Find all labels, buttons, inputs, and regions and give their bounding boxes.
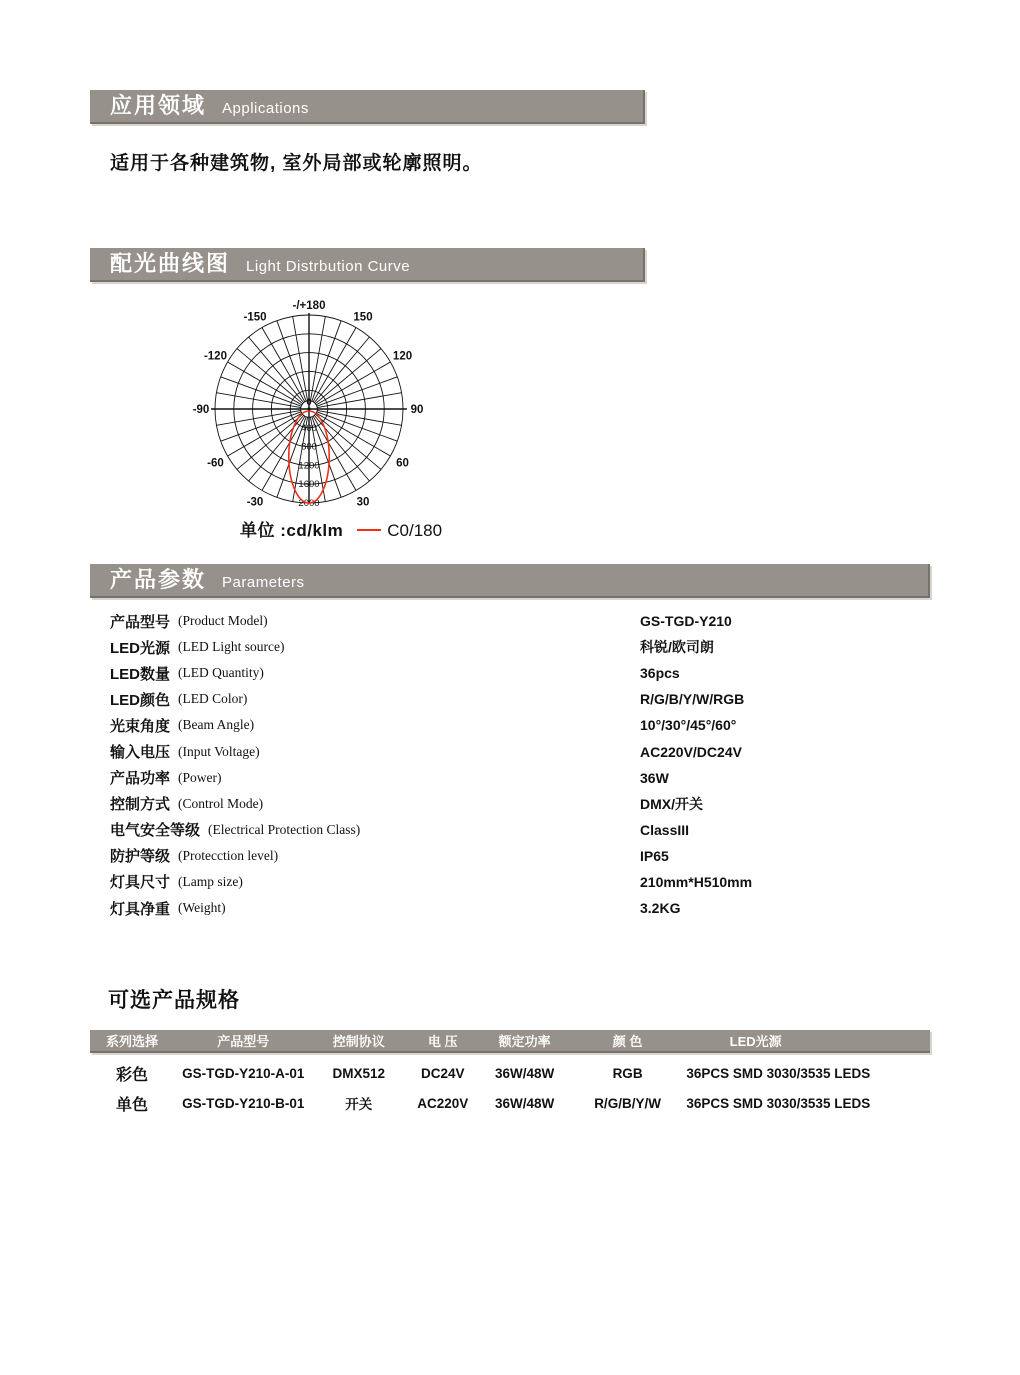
parameter-row xyxy=(110,791,940,817)
parameter-value: 科锐/欧司朗 xyxy=(640,639,714,656)
parameter-label-zh: LED数量 xyxy=(110,665,171,683)
parameter-label-en: (Product Model) xyxy=(178,613,268,629)
column-header-led-source: LED光源 xyxy=(729,1034,782,1049)
section-title-en: Parameters xyxy=(222,574,305,591)
parameter-label-zh: 电气安全等级 xyxy=(110,822,201,840)
parameter-label-en: (Beam Angle) xyxy=(178,717,255,733)
column-header-protocol: 控制协议 xyxy=(332,1034,385,1049)
cell-color: R/G/B/Y/W xyxy=(594,1095,661,1111)
parameter-row xyxy=(110,869,940,895)
parameter-label-zh: 光束角度 xyxy=(110,717,171,735)
table-row xyxy=(90,1088,930,1118)
parameter-label-zh: 灯具净重 xyxy=(110,900,171,918)
parameter-value: 210mm*H510mm xyxy=(640,873,753,890)
parameter-row xyxy=(110,765,940,791)
cell-voltage: DC24V xyxy=(421,1065,465,1081)
angle-label: 90 xyxy=(410,404,424,416)
angle-label: 120 xyxy=(392,350,413,363)
angle-label: 30 xyxy=(356,496,370,509)
angle-label: -150 xyxy=(243,311,267,324)
parameter-label-en: (Control Mode) xyxy=(178,795,264,811)
parameter-label-zh: 输入电压 xyxy=(110,744,171,762)
parameter-value: 3.2KG xyxy=(640,900,681,917)
section-title-en: Light Distrbution Curve xyxy=(246,258,411,275)
parameter-label-en: (Protecction level) xyxy=(178,847,279,863)
chart-legend xyxy=(240,516,443,540)
legend-series-label: C0/180 xyxy=(387,521,443,540)
parameter-value: R/G/B/Y/W/RGB xyxy=(640,691,745,708)
angle-label: -90 xyxy=(192,404,210,416)
parameter-row xyxy=(110,712,940,738)
section-title-zh: 配光曲线图 xyxy=(110,251,231,276)
parameter-label-en: (Lamp size) xyxy=(178,873,243,889)
parameter-value: GS-TGD-Y210 xyxy=(640,613,732,630)
section-header-applications xyxy=(90,90,645,124)
cell-model: GS-TGD-Y210-A-01 xyxy=(182,1065,305,1081)
angle-label: -60 xyxy=(207,457,224,470)
parameter-value: AC220V/DC24V xyxy=(640,743,742,760)
cell-protocol: DMX512 xyxy=(332,1065,386,1081)
parameter-label-en: (LED Color) xyxy=(178,691,248,707)
parameter-label-zh: LED光源 xyxy=(110,639,171,657)
section-header-light-curve xyxy=(90,248,645,282)
cell-rated-power: 36W/48W xyxy=(495,1065,555,1081)
table-row xyxy=(90,1058,930,1088)
cell-voltage: AC220V xyxy=(417,1095,469,1111)
parameter-label-zh: 产品型号 xyxy=(110,613,171,631)
legend-red-line-swatch xyxy=(357,529,381,531)
column-header-color: 颜 色 xyxy=(612,1034,643,1049)
polar-axes xyxy=(211,313,407,503)
section-title-en: Applications xyxy=(222,100,309,117)
parameter-row xyxy=(110,608,940,634)
section-title-zh: 应用领域 xyxy=(110,93,207,118)
parameter-label-zh: 产品功率 xyxy=(110,770,171,788)
angle-label: 60 xyxy=(396,457,409,470)
ring-value-label: 2000 xyxy=(298,498,320,509)
parameter-value: IP65 xyxy=(640,847,669,864)
cell-led-source: 36PCS SMD 3030/3535 LEDS xyxy=(686,1095,871,1111)
options-table-body xyxy=(90,1058,930,1118)
center-zero-label: 0 xyxy=(306,397,312,408)
angle-label-180: -/+180 xyxy=(292,300,326,312)
parameter-value: 36W xyxy=(640,769,669,786)
parameter-row xyxy=(110,634,940,660)
angle-label: 150 xyxy=(353,311,373,324)
column-header-series: 系列选择 xyxy=(105,1034,158,1049)
angle-label: -120 xyxy=(203,350,227,363)
parameter-label-en: (Input Voltage) xyxy=(178,743,260,759)
cell-protocol: 开关 xyxy=(345,1097,373,1112)
parameter-label-zh: LED颜色 xyxy=(110,691,171,709)
parameter-label-en: (Power) xyxy=(178,769,222,785)
parameter-row xyxy=(110,817,940,843)
section-header-parameters xyxy=(90,564,930,598)
parameter-label-en: (LED Light source) xyxy=(178,639,285,655)
parameter-row xyxy=(110,738,940,764)
column-header-model: 产品型号 xyxy=(217,1034,270,1049)
applications-description: 适用于各种建筑物, 室外局部或轮廓照明。 xyxy=(110,153,483,174)
cell-led-source: 36PCS SMD 3030/3535 LEDS xyxy=(686,1065,871,1081)
parameter-value: 10°/30°/45°/60° xyxy=(640,717,737,734)
ring-value-label: 1200 xyxy=(298,460,320,472)
parameter-label-zh: 灯具尺寸 xyxy=(110,874,171,892)
parameter-label-zh: 防护等级 xyxy=(110,848,171,866)
parameter-row xyxy=(110,895,940,921)
parameter-row xyxy=(110,843,940,869)
parameter-value: DMX/开关 xyxy=(640,795,703,812)
options-section-title: 可选产品规格 xyxy=(108,989,240,1012)
parameter-label-en: (Weight) xyxy=(178,900,226,916)
section-title-zh: 产品参数 xyxy=(110,567,207,592)
options-table-header xyxy=(90,1030,930,1053)
parameter-value: 36pcs xyxy=(640,665,680,682)
chart-labels xyxy=(193,300,424,509)
cell-series: 单色 xyxy=(115,1096,148,1114)
angle-label: -30 xyxy=(246,496,264,509)
ring-value-label: 800 xyxy=(301,441,317,453)
parameters-list xyxy=(110,608,940,921)
cell-series: 彩色 xyxy=(115,1066,148,1084)
ring-value-label: 1600 xyxy=(298,479,320,491)
parameter-row xyxy=(110,686,940,712)
legend-unit-label: 单位 :cd/klm xyxy=(240,521,344,540)
parameter-label-en: (Electrical Protection Class) xyxy=(208,821,361,837)
parameter-label-en: (LED Quantity) xyxy=(178,665,264,681)
cell-model: GS-TGD-Y210-B-01 xyxy=(182,1095,305,1111)
parameter-label-zh: 控制方式 xyxy=(110,796,171,814)
parameter-value: ClassIII xyxy=(640,821,690,838)
cell-rated-power: 36W/48W xyxy=(495,1095,555,1111)
column-header-rated-power: 额定功率 xyxy=(498,1034,551,1049)
light-distribution-chart xyxy=(186,296,432,514)
ring-value-label: 400 xyxy=(301,422,317,434)
column-header-voltage: 电 压 xyxy=(427,1034,458,1049)
parameter-row xyxy=(110,660,940,686)
cell-color: RGB xyxy=(612,1065,643,1081)
